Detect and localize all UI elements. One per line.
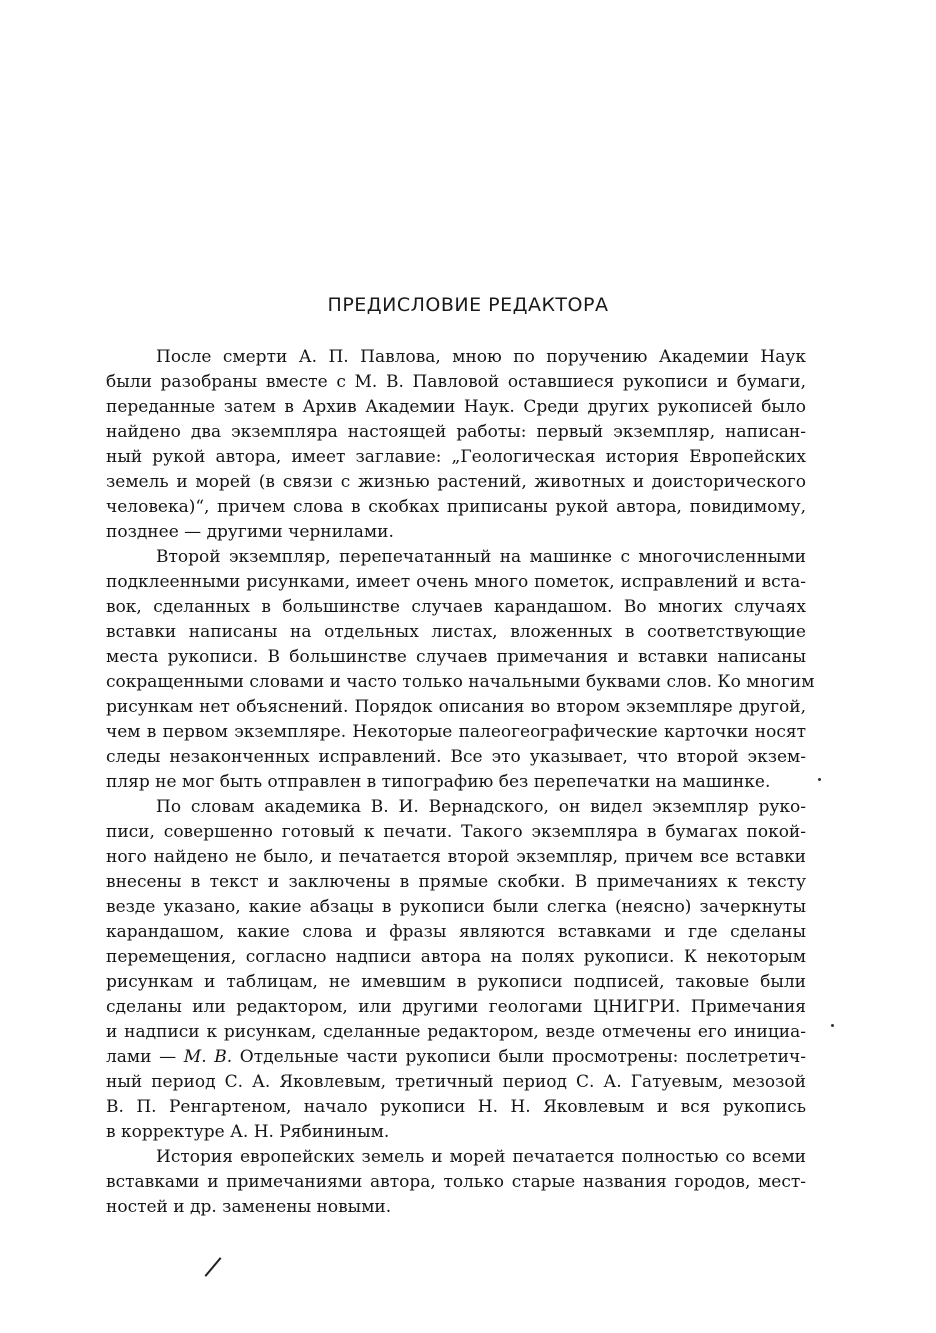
text-line: везде указано, какие абзацы в рукописи были слегка (неясно) зачеркнуты	[106, 897, 806, 917]
text-line: подклеенными рисунками, имеет очень много пометок, исправлений и вста-	[106, 572, 806, 592]
text-line: и надписи к рисункам, сделанные редактором, везде отмечены его инициа-	[106, 1022, 806, 1042]
margin-dot	[818, 778, 821, 781]
text-line: места рукописи. В большинстве случаев примечания и вставки написаны	[106, 647, 806, 667]
text-line: писи, совершенно готовый к печати. Такого экземпляра в бумагах покой-	[106, 822, 806, 842]
page-title: ПРЕДИСЛОВИЕ РЕДАКТОРА	[327, 294, 609, 316]
text-line: перемещения, согласно надписи автора на полях рукописи. К некоторым	[106, 947, 806, 967]
text-line: рисункам нет объяснений. Порядок описания во втором экземпляре другой,	[106, 697, 806, 717]
line-prefix: лами —	[106, 1047, 184, 1067]
text-line: человека)“, причем слова в скобках приписаны рукой автора, повидимому,	[106, 497, 806, 517]
line-suffix: Отдельные части рукописи были просмотрены: послетретич-	[232, 1047, 806, 1067]
text-line: найдено два экземпляра настоящей работы: первый экземпляр, написан-	[106, 422, 806, 442]
text-line: вставки написаны на отдельных листах, вложенных в соответствующие	[106, 622, 806, 642]
text-line: сделаны или редактором, или другими геологами ЦНИГРИ. Примечания	[106, 997, 806, 1017]
text-line	[106, 1045, 806, 1070]
pen-mark	[205, 1257, 222, 1277]
text-line: земель и морей (в связи с жизнью растений, животных и доисторического	[106, 472, 806, 492]
text-line: После смерти А. П. Павлова, мною по поручению Академии Наук	[156, 347, 806, 367]
text-line: В. П. Ренгартеном, начало рукописи Н. Н. Яковлевым и вся рукопись	[106, 1097, 806, 1117]
text-line: внесены в текст и заключены в прямые скобки. В примечаниях к тексту	[106, 872, 806, 892]
text-line: вставками и примечаниями автора, только старые названия городов, мест-	[106, 1172, 806, 1192]
text-line: позднее — другими чернилами.	[106, 522, 394, 542]
text-line: ностей и др. заменены новыми.	[106, 1197, 392, 1217]
text-line: пляр не мог быть отправлен в типографию без перепечатки на машинке.	[106, 772, 771, 792]
text-line: сокращенными словами и часто только начальными буквами слов. Ко многим	[106, 672, 815, 692]
text-line: ный период С. А. Яковлевым, третичный период С. А. Гатуевым, мезозой	[106, 1072, 806, 1092]
text-line: рисункам и таблицам, не имевшим в рукописи подписей, таковые были	[106, 972, 806, 992]
text-line: чем в первом экземпляре. Некоторые палеогеографические карточки носят	[106, 722, 806, 742]
text-line: ный рукой автора, имеет заглавие: „Геологическая история Европейских	[106, 447, 806, 467]
editor-initials: М. В.	[183, 1047, 233, 1067]
text-line: История европейских земель и морей печатается полностью со всеми	[156, 1147, 806, 1167]
text-line: Второй экземпляр, перепечатанный на машинке с многочисленными	[156, 547, 806, 567]
text-line: вок, сделанных в большинстве случаев карандашом. Во многих случаях	[106, 597, 806, 617]
text-line: ного найдено не было, и печатается второй экземпляр, причем все вставки	[106, 847, 806, 867]
text-line: карандашом, какие слова и фразы являются вставками и где сделаны	[106, 922, 806, 942]
text-line: переданные затем в Архив Академии Наук. Среди других рукописей было	[106, 397, 806, 417]
text-line: в корректуре А. Н. Рябининым.	[106, 1122, 390, 1142]
text-line: По словам академика В. И. Вернадского, он видел экземпляр руко-	[156, 797, 806, 817]
margin-dot	[831, 1024, 834, 1027]
text-line: следы незаконченных исправлений. Все это указывает, что второй экзем-	[106, 747, 806, 767]
text-line: были разобраны вместе с М. В. Павловой оставшиеся рукописи и бумаги,	[106, 372, 806, 392]
